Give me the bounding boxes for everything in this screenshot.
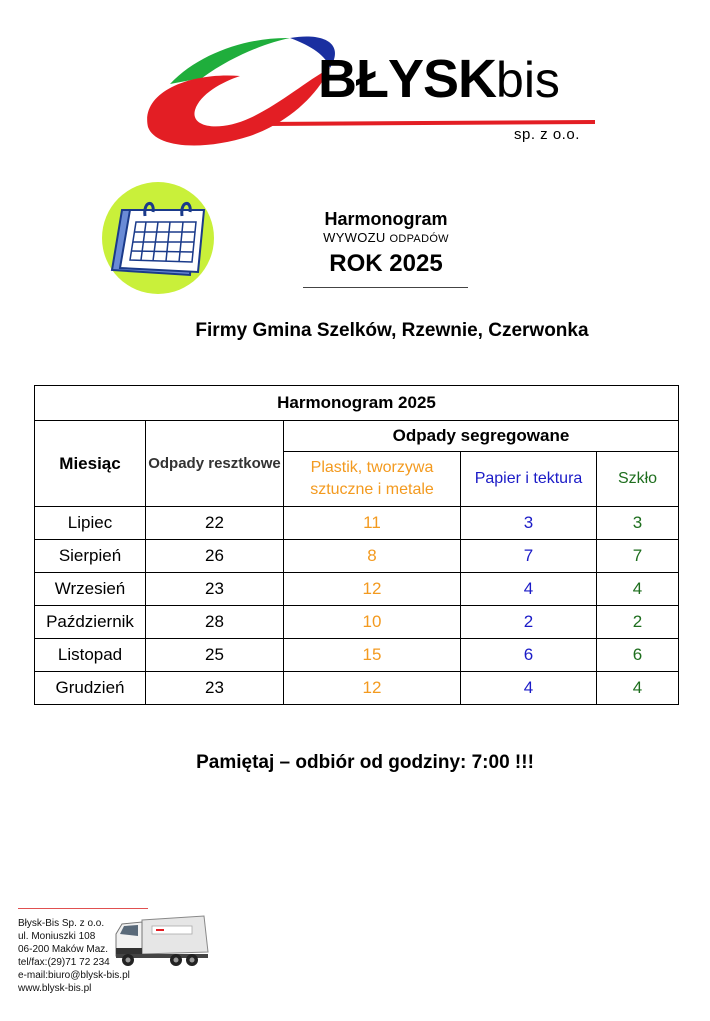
schedule-year: ROK 2025 xyxy=(329,250,443,277)
cell-plastic: 15 xyxy=(284,639,461,672)
cell-month: Lipiec xyxy=(35,507,146,540)
cell-glass: 4 xyxy=(597,672,679,705)
cell-month: Listopad xyxy=(35,639,146,672)
table-row xyxy=(35,639,679,672)
header-residual: Odpady resztkowe xyxy=(146,421,284,507)
footer-company-name: Błysk-Bis Sp. z o.o. xyxy=(18,918,105,929)
table-row xyxy=(35,540,679,573)
cell-month: Wrzesień xyxy=(35,573,146,606)
cell-residual: 28 xyxy=(146,606,284,639)
cell-month: Październik xyxy=(35,606,146,639)
cell-paper: 3 xyxy=(461,507,597,540)
table-row xyxy=(35,507,679,540)
cell-residual: 23 xyxy=(146,573,284,606)
cell-paper: 6 xyxy=(461,639,597,672)
footer-website: www.blysk-bis.pl xyxy=(18,983,92,994)
header-segregated: Odpady segregowane xyxy=(284,421,679,452)
footer-phone: tel/fax:(29)71 72 234 xyxy=(18,957,110,968)
cell-month: Sierpień xyxy=(35,540,146,573)
logo-brand-text: BŁYSKbis xyxy=(318,49,560,109)
schedule-table xyxy=(34,385,679,705)
cell-glass: 3 xyxy=(597,507,679,540)
cell-plastic: 10 xyxy=(284,606,461,639)
calendar-icon xyxy=(100,180,215,295)
cell-glass: 4 xyxy=(597,573,679,606)
cell-paper: 7 xyxy=(461,540,597,573)
header-paper: Papier i tektura xyxy=(461,452,597,507)
cell-glass: 6 xyxy=(597,639,679,672)
logo-company-form: sp. z o.o. xyxy=(514,126,580,143)
cell-residual: 26 xyxy=(146,540,284,573)
schedule-subtitle: WYWOZU ODPADÓW xyxy=(323,230,449,245)
cell-plastic: 8 xyxy=(284,540,461,573)
cell-paper: 2 xyxy=(461,606,597,639)
table-row xyxy=(35,672,679,705)
cell-month: Grudzień xyxy=(35,672,146,705)
header-glass: Szkło xyxy=(597,452,679,507)
table-row xyxy=(35,606,679,639)
header-plastic: Plastik, tworzywa sztuczne i metale xyxy=(284,452,461,507)
cell-plastic: 12 xyxy=(284,573,461,606)
cell-residual: 23 xyxy=(146,672,284,705)
footer-email: e-mail:biuro@blysk-bis.pl xyxy=(18,970,130,981)
title-underline xyxy=(303,287,468,288)
cell-plastic: 12 xyxy=(284,672,461,705)
schedule-title-block xyxy=(296,208,476,279)
schedule-title: Harmonogram xyxy=(324,209,448,229)
footer-divider xyxy=(18,908,148,909)
garbage-truck-icon xyxy=(112,912,212,968)
cell-plastic: 11 xyxy=(284,507,461,540)
pickup-time-reminder: Pamiętaj – odbiór od godziny: 7:00 !!! xyxy=(196,752,534,773)
table-row xyxy=(35,573,679,606)
cell-glass: 7 xyxy=(597,540,679,573)
cell-glass: 2 xyxy=(597,606,679,639)
firms-line: Firmy Gmina Szelków, Rzewnie, Czerwonka xyxy=(195,320,589,341)
table-caption: Harmonogram 2025 xyxy=(35,386,679,421)
header-month: Miesiąc xyxy=(35,421,146,507)
cell-residual: 22 xyxy=(146,507,284,540)
footer-street: ul. Moniuszki 108 xyxy=(18,931,96,942)
footer-city: 06-200 Maków Maz. xyxy=(18,944,109,955)
cell-paper: 4 xyxy=(461,573,597,606)
cell-paper: 4 xyxy=(461,672,597,705)
cell-residual: 25 xyxy=(146,639,284,672)
